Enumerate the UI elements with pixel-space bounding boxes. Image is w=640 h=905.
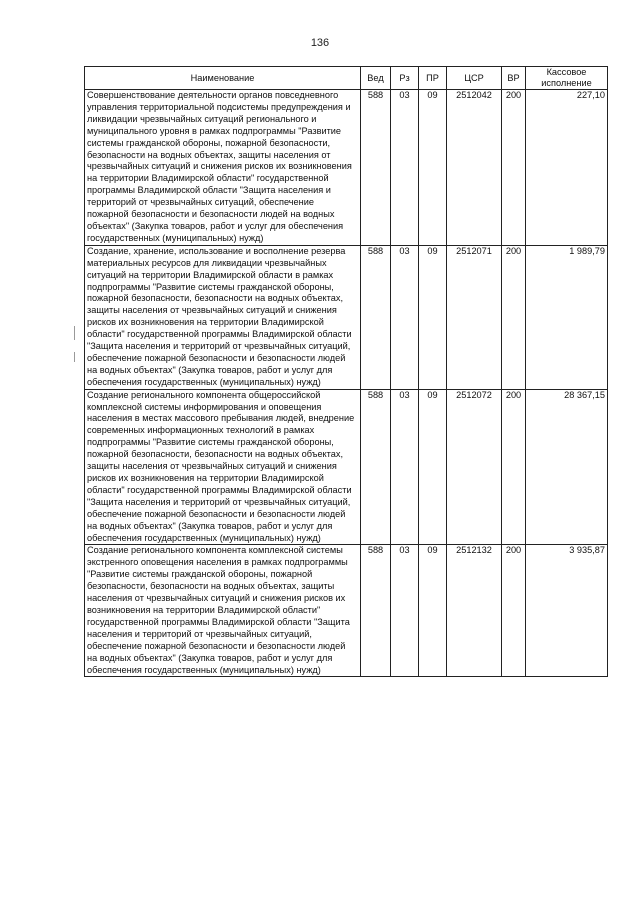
table-row [85,545,608,677]
row-rz: 03 [391,545,419,677]
row-pr: 09 [419,389,447,545]
header-csr: ЦСР [447,67,502,90]
row-rz: 03 [391,389,419,545]
row-name: Совершенствование деятельности органов повседневного управления территориальной подсистемы предупреждения и ликвидации чрезвычайных ситуаций регионального и муниципального уровня в рамках подпрограммы "Развитие системы гражданской обороны, пожарной безопасности, безопасности на водных объектах, защиты населения от чрезвычайных ситуаций и снижения рисков их возникновения на территории Владимирской области" государственной программы Владимирской области "Защита населения и территорий от чрезвычайных ситуаций, обеспечение пожарной безопасности и безопасности людей на водных объектах" (Закупка товаров, работ и услуг для обеспечения государственных (муниципальных) нужд) [85,90,361,246]
header-rz: Рз [391,67,419,90]
row-amount: 28 367,15 [526,389,608,545]
table-header-row [85,67,608,90]
scan-artifact [74,352,75,362]
row-name: Создание регионального компонента общероссийской комплексной системы информирования и оповещения населения в местах массового пребывания людей, внедрение современных информационных технологий в рамках подпрограммы "Развитие системы гражданской обороны, пожарной безопасности, безопасности на водных объектах, защиты населения от чрезвычайных ситуаций и снижения рисков их возникновения на территории Владимирской области" государственной программы Владимирской области "Защита населения и территорий от чрезвычайных ситуаций, обеспечение пожарной безопасности и безопасности людей на водных объектах" (Закупка товаров, работ и услуг для обеспечения государственных (муниципальных) нужд) [85,389,361,545]
row-ved: 588 [361,389,391,545]
row-pr: 09 [419,90,447,246]
row-csr: 2512132 [447,545,502,677]
row-name: Создание, хранение, использование и восполнение резерва материальных ресурсов для ликвидации чрезвычайных ситуаций на территории Владимирской области в рамках подпрограммы "Развитие системы гражданской обороны, пожарной безопасности, безопасности на водных объектах, защиты населения от чрезвычайных ситуаций и снижения рисков их возникновения на территории Владимирской области" государственной программы Владимирской области "Защита населения и территорий от чрезвычайных ситуаций, обеспечение пожарной безопасности и безопасности людей на водных объектах" (Закупка товаров, работ и услуг для обеспечения государственных (муниципальных) нужд) [85,245,361,389]
row-ved: 588 [361,90,391,246]
row-vr: 200 [502,90,526,246]
row-amount: 1 989,79 [526,245,608,389]
header-ved: Вед [361,67,391,90]
header-name: Наименование [85,67,361,90]
row-ved: 588 [361,245,391,389]
row-name: Создание регионального компонента комплексной системы экстренного оповещения населения в рамках подпрограммы "Развитие системы гражданской обороны, пожарной безопасности, безопасности на водных объектах, защиты населения от чрезвычайных ситуаций и снижения рисков их возникновения на территории Владимирской области" государственной программы Владимирской области "Защита населения и территорий от чрезвычайных ситуаций, обеспечение пожарной безопасности и безопасности людей на водных объектах" (Закупка товаров, работ и услуг для обеспечения государственных (муниципальных) нужд) [85,545,361,677]
page-number: 136 [310,37,330,49]
row-ved: 588 [361,545,391,677]
row-csr: 2512042 [447,90,502,246]
row-amount: 227,10 [526,90,608,246]
row-rz: 03 [391,90,419,246]
row-vr: 200 [502,245,526,389]
row-csr: 2512071 [447,245,502,389]
table-row [85,90,608,246]
scan-artifact [74,326,75,340]
budget-execution-table [84,66,608,677]
row-vr: 200 [502,545,526,677]
table-row [85,245,608,389]
row-pr: 09 [419,545,447,677]
header-vr: ВР [502,67,526,90]
header-pr: ПР [419,67,447,90]
table-row [85,389,608,545]
row-rz: 03 [391,245,419,389]
row-pr: 09 [419,245,447,389]
row-vr: 200 [502,389,526,545]
row-csr: 2512072 [447,389,502,545]
header-amount: Кассовое исполнение [526,67,608,90]
row-amount: 3 935,87 [526,545,608,677]
